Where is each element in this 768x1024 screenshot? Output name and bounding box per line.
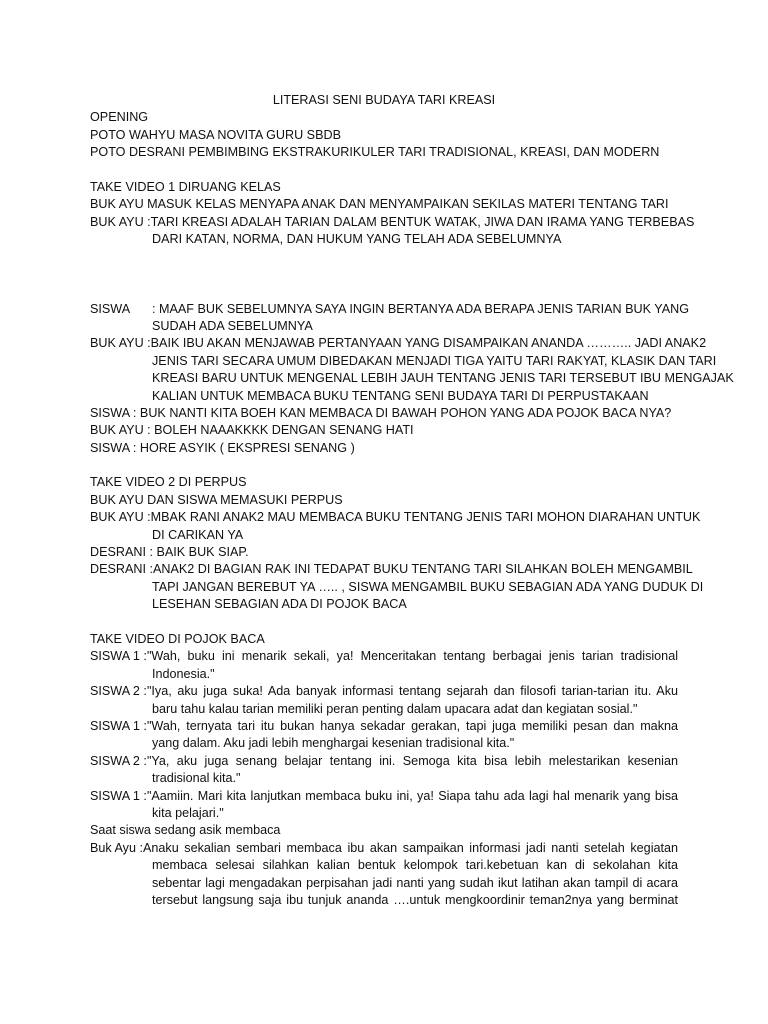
dialogue-line: "Aamiin. Mari kita lanjutkan membaca buku ini, ya! Siapa tahu ada lagi hal menarik yang bisa bbox=[146, 788, 678, 803]
opening-label: OPENING bbox=[90, 110, 149, 125]
dialogue-line: kita pelajari." bbox=[152, 806, 224, 820]
spacer bbox=[90, 249, 678, 301]
opening-photo-1: POTO WAHYU MASA NOVITA GURU SBDB bbox=[90, 127, 341, 142]
dialogue-line: : MAAF BUK SEBELUMNYA SAYA INGIN BERTANYA ADA BERAPA JENIS TARIAN BUK YANG bbox=[152, 301, 690, 316]
opening-photo-2: POTO DESRANI PEMBIMBING EKSTRAKURIKULER TARI TRADISIONAL, KREASI, DAN MODERN bbox=[90, 145, 660, 160]
dialogue-line: DI CARIKAN YA bbox=[152, 527, 244, 542]
dialogue-line: SUDAH ADA SEBELUMNYA bbox=[152, 318, 313, 333]
speaker-label: BUK AYU : bbox=[90, 214, 151, 229]
scene-2-heading: TAKE VIDEO 2 DI PERPUS bbox=[90, 475, 247, 490]
dialogue-block bbox=[90, 648, 678, 683]
spacer bbox=[90, 457, 678, 474]
speaker-label: SISWA 2 : bbox=[90, 684, 147, 699]
speaker-label: SISWA 1 : bbox=[90, 649, 147, 664]
dialogue-line: yang dalam. Aku jadi lebih menghargai kesenian tradisional kita." bbox=[152, 736, 515, 751]
speaker-label: SISWA 2 : bbox=[90, 753, 147, 768]
dialogue-line: "Wah, buku ini menarik sekali, ya! Menceritakan tentang berbagai jenis tarian tradisional bbox=[146, 649, 678, 664]
speaker-label: BUK AYU : bbox=[90, 336, 151, 351]
dialogue-line: SISWA : BUK NANTI KITA BOEH KAN MEMBACA DI BAWAH POHON YANG ADA POJOK BACA NYA? bbox=[90, 405, 672, 420]
dialogue-line: ANAK2 DI BAGIAN RAK INI TEDAPAT BUKU TENTANG TARI SILAHKAN BOLEH MENGAMBIL bbox=[152, 562, 693, 577]
dialogue-line: KREASI BARU UNTUK MENGENAL LEBIH JAUH TENTANG JENIS TARI TERSEBUT IBU MENGAJAK bbox=[152, 371, 734, 386]
dialogue-block bbox=[90, 788, 678, 823]
speaker-label: Buk Ayu : bbox=[90, 840, 143, 855]
speaker-label: BUK AYU : bbox=[90, 510, 151, 525]
dialogue-block bbox=[90, 753, 678, 788]
scene-3-heading: TAKE VIDEO DI POJOK BACA bbox=[90, 632, 265, 647]
scene-2-action: BUK AYU DAN SISWA MEMASUKI PERPUS bbox=[90, 492, 343, 507]
dialogue-line: DESRANI : BAIK BUK SIAP. bbox=[90, 545, 249, 560]
spacer bbox=[90, 162, 678, 179]
dialogue-line: TARI KREASI ADALAH TARIAN DALAM BENTUK WATAK, JIWA DAN IRAMA YANG TERBEBAS bbox=[150, 214, 695, 229]
dialogue-line: JENIS TARI SECARA UMUM DIBEDAKAN MENJADI TIGA YAITU TARI RAKYAT, KLASIK DAN TARI bbox=[152, 353, 717, 368]
dialogue-line: tersebut langsung saja ibu tunjuk ananda ….untuk mengkoordinir teman2nya yang berminat bbox=[152, 892, 678, 907]
dialogue-block bbox=[90, 214, 695, 249]
document-title: LITERASI SENI BUDAYA TARI KREASI bbox=[272, 93, 496, 107]
speaker-label: DESRANI : bbox=[90, 562, 153, 577]
dialogue-line: KALIAN UNTUK MEMBACA BUKU TENTANG SENI BUDAYA TARI DI PERPUSTAKAAN bbox=[152, 388, 649, 403]
dialogue-line: SISWA : HORE ASYIK ( EKSPRESI SENANG ) bbox=[90, 440, 355, 455]
document-body bbox=[90, 92, 734, 909]
speaker-label: SISWA 1 : bbox=[90, 719, 147, 733]
dialogue-line: tradisional kita." bbox=[152, 771, 241, 786]
dialogue-line: DARI KATAN, NORMA, DAN HUKUM YANG TELAH ADA SEBELUMNYA bbox=[152, 232, 562, 247]
dialogue-line: Indonesia." bbox=[152, 666, 215, 681]
dialogue-block bbox=[90, 683, 678, 718]
spacer bbox=[90, 614, 678, 631]
speaker-label: SISWA bbox=[90, 301, 131, 316]
dialogue-line: "Ya, aku juga senang belajar tentang ini. Semoga kita bisa lebih melestarikan kesenian bbox=[146, 753, 678, 768]
dialogue-line: "Wah, ternyata tari itu bukan hanya sekadar gerakan, tapi juga memiliki pesan dan makna bbox=[146, 719, 678, 733]
dialogue-line: TAPI JANGAN BEREBUT YA ….. , SISWA MENGAMBIL BUKU SEBAGIAN ADA YANG DUDUK DI bbox=[152, 579, 704, 594]
dialogue-line: LESEHAN SEBAGIAN ADA DI POJOK BACA bbox=[152, 597, 407, 612]
dialogue-line: "Iya, aku juga suka! Ada banyak informasi tentang sejarah dan filosofi tarian-tarian itu. Aku bbox=[146, 684, 678, 699]
dialogue-line: sebentar lagi mengadakan perpisahan jadi nanti yang sudah ikut latihan akan tampil di acara bbox=[152, 875, 678, 890]
dialogue-line: membaca selesai silahkan kalian bentuk kelompok tari.kebetuan kan di sekolahan kita bbox=[152, 858, 678, 873]
dialogue-line: BUK AYU : BOLEH NAAAKKKK DENGAN SENANG HATI bbox=[90, 423, 414, 438]
speaker-label: SISWA 1 : bbox=[90, 788, 147, 803]
dialogue-line: Anaku sekalian sembari membaca ibu akan sampaikan informasi jadi nanti setelah kegiatan bbox=[142, 840, 678, 855]
dialogue-line: MBAK RANI ANAK2 MAU MEMBACA BUKU TENTANG JENIS TARI MOHON DIARAHAN UNTUK bbox=[150, 510, 701, 525]
dialogue-line: baru tahu kalau tarian memiliki peran penting dalam upacara adat dan kegiatan sosial." bbox=[152, 701, 638, 716]
scene-1-heading: TAKE VIDEO 1 DIRUANG KELAS bbox=[90, 179, 281, 194]
dialogue-block bbox=[90, 840, 678, 910]
dialogue-block bbox=[90, 561, 704, 613]
dialogue-block bbox=[90, 509, 701, 544]
scene-3-action: Saat siswa sedang asik membaca bbox=[90, 823, 281, 838]
scene-1-action: BUK AYU MASUK KELAS MENYAPA ANAK DAN MENYAMPAIKAN SEKILAS MATERI TENTANG TARI bbox=[90, 197, 669, 212]
dialogue-block bbox=[90, 301, 690, 336]
dialogue-line: BAIK IBU AKAN MENJAWAB PERTANYAAN YANG DISAMPAIKAN ANANDA ……….. JADI ANAK2 bbox=[150, 336, 707, 351]
dialogue-block bbox=[90, 335, 734, 405]
dialogue-block bbox=[90, 718, 678, 753]
